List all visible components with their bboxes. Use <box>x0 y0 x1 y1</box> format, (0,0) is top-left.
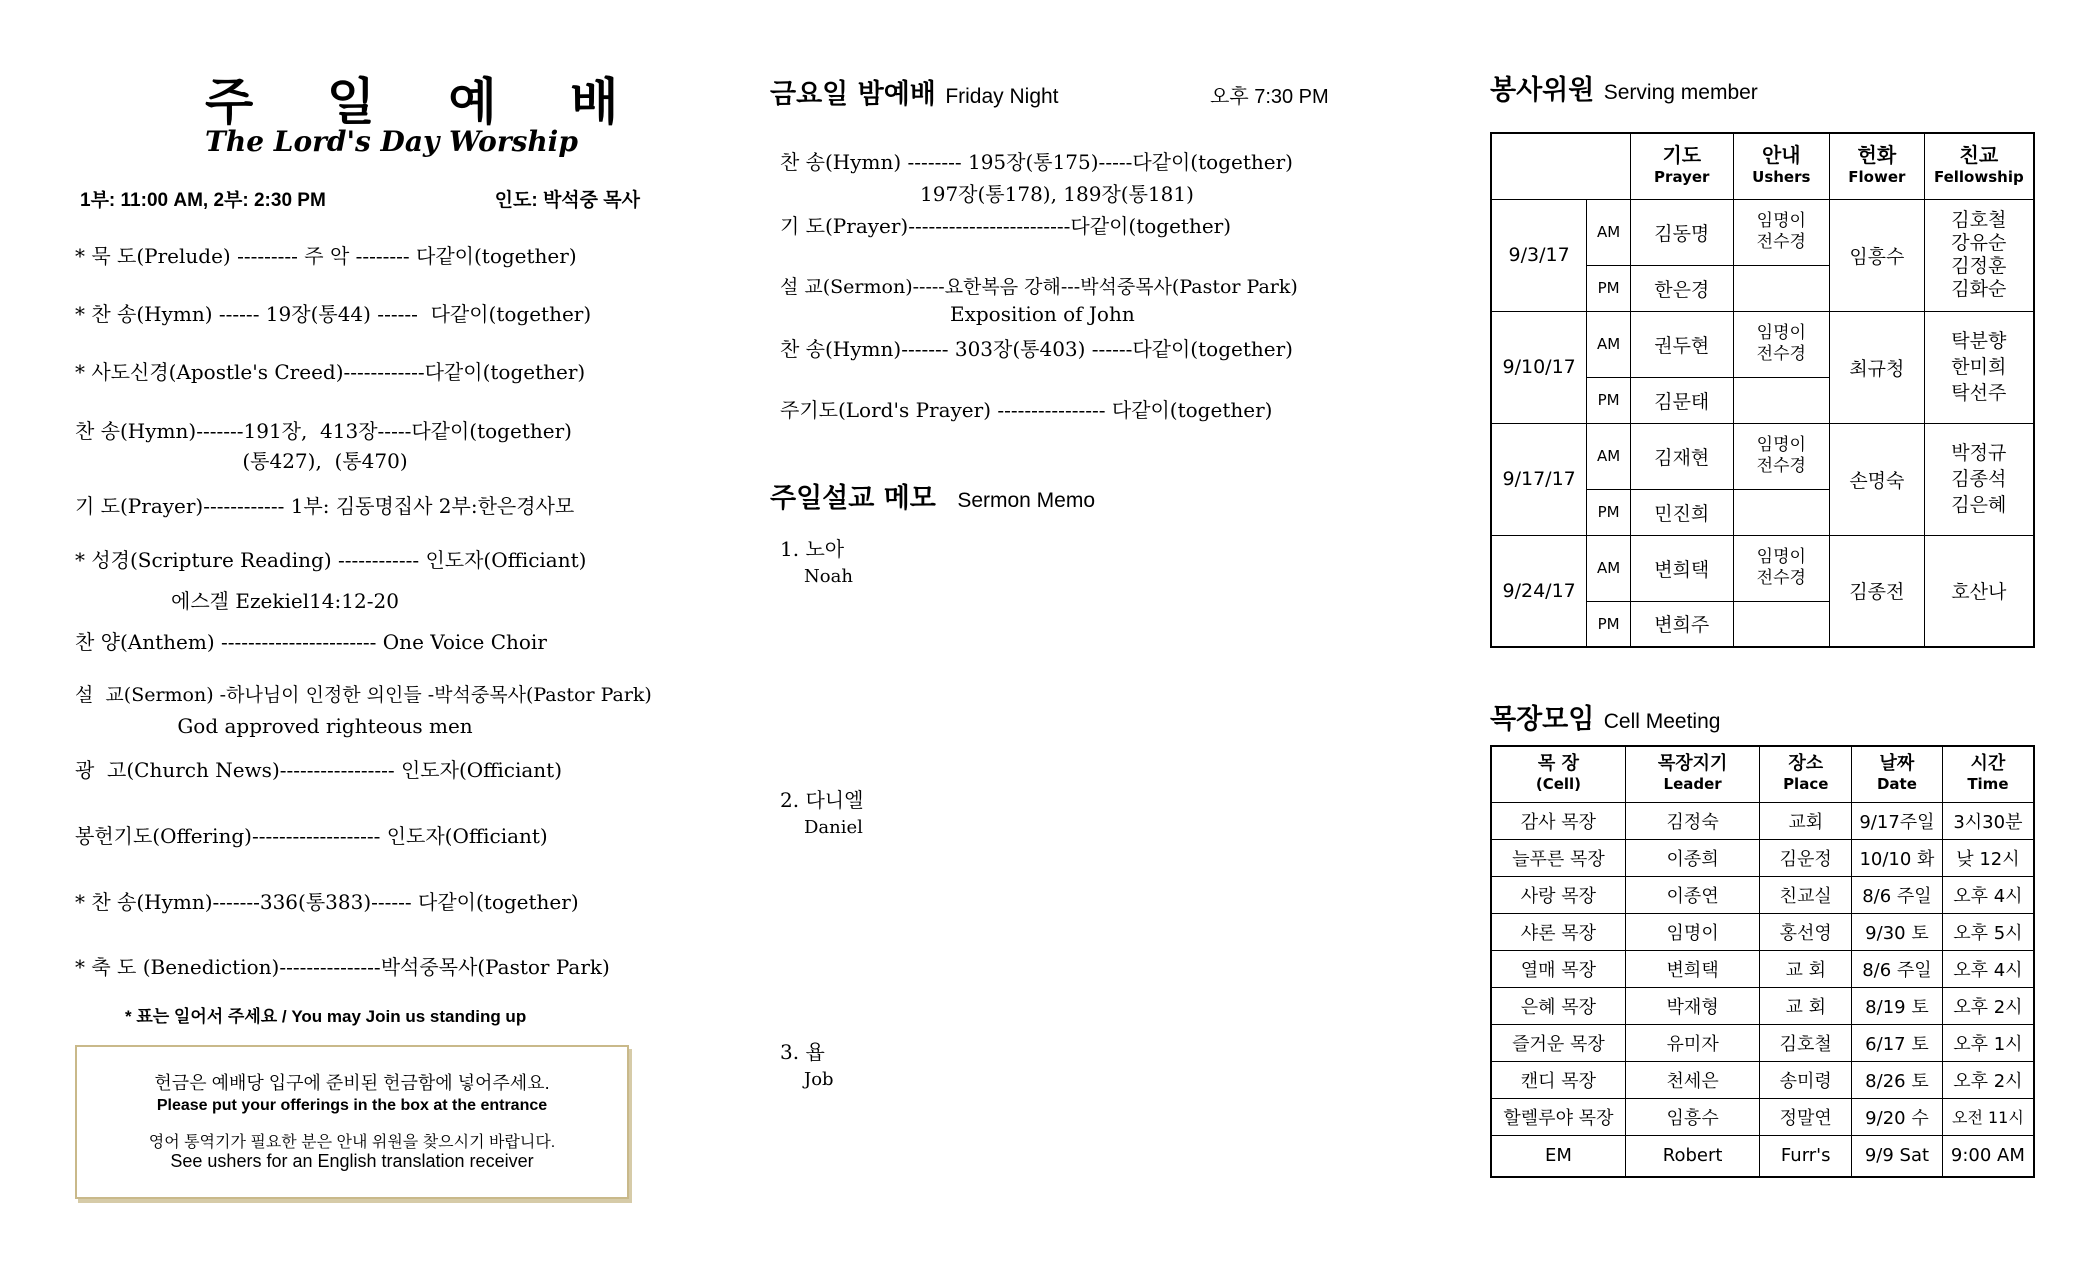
pm-label: PM <box>1587 489 1631 535</box>
cell-leader: Robert <box>1625 1135 1759 1177</box>
offering-notice-box <box>75 1045 629 1199</box>
serving-date: 9/24/17 <box>1491 535 1587 647</box>
standing-note: * 표는 일어서 주세요 / You may Join us standing up <box>125 1007 527 1026</box>
cell-time: 3시30분 <box>1942 802 2034 839</box>
friday-item: 찬 송(Hymn)------- 303장(통403) ------다같이(together) <box>780 337 1293 361</box>
order-item: 기 도(Prayer)------------ 1부: 김동명집사 2부:한은경사모 <box>75 494 575 518</box>
table-row <box>1491 1098 2034 1135</box>
cell-place: 홍선영 <box>1760 913 1852 950</box>
memo-item <box>780 533 853 587</box>
cell-date: 9/17주일 <box>1852 802 1943 839</box>
offering-notice-ko: 헌금은 예배당 입구에 준비된 헌금함에 넣어주세요. <box>154 1073 550 1093</box>
ushers-blank <box>1733 265 1830 311</box>
table-row <box>1491 802 2034 839</box>
scripture-reference: 에스겔 Ezekiel14:12-20 <box>171 589 399 613</box>
friday-heading <box>770 72 1059 111</box>
cell-place: 교 회 <box>1760 987 1852 1024</box>
cell-place: 김호철 <box>1760 1024 1852 1061</box>
friday-time: 오후 7:30 PM <box>1210 86 1329 108</box>
worship-title: 주 일 예 배 <box>205 73 647 131</box>
memo-item-en: Daniel <box>804 817 863 838</box>
cell-leader: 임흥수 <box>1625 1098 1759 1135</box>
fellowship: 김호철 강유순 김정훈 김화순 <box>1924 199 2034 311</box>
cell-name: 사랑 목장 <box>1491 876 1625 913</box>
table-row <box>1491 839 2034 876</box>
cell-place: 정말연 <box>1760 1098 1852 1135</box>
am-prayer: 김재현 <box>1631 423 1733 489</box>
cell-time: 오후 4시 <box>1942 876 2034 913</box>
cell-time: 오후 5시 <box>1942 913 2034 950</box>
order-item: * 축 도 (Benediction)---------------박석중목사(Pastor Park) <box>75 955 610 979</box>
order-item: * 찬 송(Hymn)-------336(통383)------ 다같이(together) <box>75 890 579 914</box>
friday-item-detail: 197장(통178), 189장(통181) <box>920 182 1194 206</box>
cell-time: 오전 11시 <box>1942 1098 2034 1135</box>
fellowship: 탁분향 한미희 탁선주 <box>1924 311 2034 423</box>
ushers-blank <box>1733 377 1830 423</box>
translation-notice-ko: 영어 통역기가 필요한 분은 안내 위원을 찾으시기 바랍니다. <box>148 1134 556 1151</box>
order-item: 찬 양(Anthem) ----------------------- One Voice Choir <box>75 630 547 654</box>
friday-item-detail: Exposition of John <box>950 302 1135 326</box>
am-prayer: 권두현 <box>1631 311 1733 377</box>
order-item-sermon: 설 교(Sermon) -하나님이 인정한 의인들 -박석중목사(Pastor Park) <box>75 684 652 706</box>
sermon-title-en: God approved righteous men <box>177 714 473 738</box>
memo-item-ko: 2. 다니엘 <box>780 788 864 812</box>
cell-time: 오후 1시 <box>1942 1024 2034 1061</box>
am-label: AM <box>1587 311 1631 377</box>
serving-date: 9/3/17 <box>1491 199 1587 311</box>
ushers-blank <box>1733 601 1830 647</box>
pm-prayer: 변희주 <box>1631 601 1733 647</box>
table-row <box>1491 1135 2034 1177</box>
serving-header-flower: 헌화 Flower <box>1830 133 1925 199</box>
serving-title-ko: 봉사위원 <box>1490 75 1595 106</box>
order-item-detail: (통427), (통470) <box>242 449 408 473</box>
serving-date: 9/17/17 <box>1491 423 1587 535</box>
worship-subtitle: The Lord's Day Worship <box>205 125 578 158</box>
cell-date: 8/6 주일 <box>1852 950 1943 987</box>
pm-label: PM <box>1587 377 1631 423</box>
order-item: * 사도신경(Apostle's Creed)------------다같이(together) <box>75 360 586 384</box>
cell-date: 8/19 토 <box>1852 987 1943 1024</box>
serving-title-en: Serving member <box>1603 81 1758 104</box>
ushers-blank <box>1733 489 1830 535</box>
friday-item: 설 교(Sermon)-----요한복음 강해---박석중목사(Pastor Park) <box>780 276 1298 298</box>
cell-date: 8/6 주일 <box>1852 876 1943 913</box>
cell-header-row <box>1491 746 2034 802</box>
ushers: 임명이 전수경 <box>1733 535 1830 601</box>
pm-prayer: 김문태 <box>1631 377 1733 423</box>
pm-prayer: 민진희 <box>1631 489 1733 535</box>
cell-place: 송미령 <box>1760 1061 1852 1098</box>
pm-label: PM <box>1587 265 1631 311</box>
cell-name: 샤론 목장 <box>1491 913 1625 950</box>
cell-time: 낮 12시 <box>1942 839 2034 876</box>
cell-title-en: Cell Meeting <box>1603 710 1721 733</box>
serving-heading <box>1490 68 1758 107</box>
cell-date: 9/30 토 <box>1852 913 1943 950</box>
translation-notice-en: See ushers for an English translation receiver <box>170 1151 534 1171</box>
friday-title-en: Friday Night <box>945 85 1059 108</box>
cell-leader: 변희택 <box>1625 950 1759 987</box>
serving-row-am <box>1491 535 2034 601</box>
cell-place: 김운정 <box>1760 839 1852 876</box>
serving-row-am <box>1491 199 2034 265</box>
offering-notice-en: Please put your offerings in the box at the entrance <box>156 1097 548 1114</box>
cell-table <box>1490 745 2035 1178</box>
table-row <box>1491 1024 2034 1061</box>
fellowship: 박정규 김종석 김은혜 <box>1924 423 2034 535</box>
memo-item-en: Noah <box>804 566 853 587</box>
table-row <box>1491 1061 2034 1098</box>
memo-item <box>780 1036 834 1090</box>
memo-item-ko: 3. 욥 <box>780 1040 825 1064</box>
memo-title-ko: 주일설교 메모 <box>770 483 936 514</box>
pm-label: PM <box>1587 601 1631 647</box>
cell-header: 목장지기 Leader <box>1625 746 1759 802</box>
cell-date: 9/9 Sat <box>1852 1135 1943 1177</box>
service-times: 1부: 11:00 AM, 2부: 2:30 PM <box>80 190 326 211</box>
cell-heading <box>1490 697 1720 736</box>
order-item: * 찬 송(Hymn) ------ 19장(통44) ------ 다같이(together) <box>75 302 592 326</box>
cell-time: 오후 2시 <box>1942 1061 2034 1098</box>
order-item: * 성경(Scripture Reading) ------------ 인도자(Officiant) <box>75 548 587 572</box>
serving-row-am <box>1491 423 2034 489</box>
cell-leader: 유미자 <box>1625 1024 1759 1061</box>
cell-header: 시간 Time <box>1942 746 2034 802</box>
serving-date: 9/10/17 <box>1491 311 1587 423</box>
cell-leader: 박재형 <box>1625 987 1759 1024</box>
cell-name: 할렐루야 목장 <box>1491 1098 1625 1135</box>
serving-header-row <box>1491 133 2034 199</box>
cell-date: 10/10 화 <box>1852 839 1943 876</box>
cell-time: 오후 2시 <box>1942 987 2034 1024</box>
memo-title-en: Sermon Memo <box>957 489 1096 512</box>
order-item: 봉헌기도(Offering)------------------- 인도자(Officiant) <box>75 824 548 848</box>
flower: 손명숙 <box>1830 423 1925 535</box>
flower: 임흥수 <box>1830 199 1925 311</box>
friday-item: 주기도(Lord's Prayer) ---------------- 다같이(together) <box>780 398 1273 422</box>
cell-header: 목 장 (Cell) <box>1491 746 1625 802</box>
cell-name: EM <box>1491 1135 1625 1177</box>
flower: 최규청 <box>1830 311 1925 423</box>
am-label: AM <box>1587 199 1631 265</box>
table-row <box>1491 913 2034 950</box>
am-label: AM <box>1587 423 1631 489</box>
cell-name: 즐거운 목장 <box>1491 1024 1625 1061</box>
friday-title-ko: 금요일 밤예배 <box>770 79 936 110</box>
service-times-row <box>80 185 640 212</box>
am-prayer: 변희택 <box>1631 535 1733 601</box>
cell-name: 감사 목장 <box>1491 802 1625 839</box>
cell-date: 8/26 토 <box>1852 1061 1943 1098</box>
memo-heading <box>770 476 1095 515</box>
cell-time: 9:00 AM <box>1942 1135 2034 1177</box>
cell-date: 9/20 수 <box>1852 1098 1943 1135</box>
order-item: 찬 송(Hymn)-------191장, 413장-----다같이(together) <box>75 419 572 443</box>
service-leader: 인도: 박석중 목사 <box>494 190 640 211</box>
am-label: AM <box>1587 535 1631 601</box>
cell-place: 교회 <box>1760 802 1852 839</box>
cell-header: 장소 Place <box>1760 746 1852 802</box>
order-item: * 묵 도(Prelude) --------- 주 악 -------- 다같이(together) <box>75 244 577 268</box>
ushers: 임명이 전수경 <box>1733 311 1830 377</box>
fellowship: 호산나 <box>1924 535 2034 647</box>
cell-header: 날짜 Date <box>1852 746 1943 802</box>
serving-row-am <box>1491 311 2034 377</box>
ushers: 임명이 전수경 <box>1733 199 1830 265</box>
cell-place: Furr's <box>1760 1135 1852 1177</box>
cell-time: 오후 4시 <box>1942 950 2034 987</box>
table-row <box>1491 876 2034 913</box>
cell-place: 교 회 <box>1760 950 1852 987</box>
cell-name: 열매 목장 <box>1491 950 1625 987</box>
cell-name: 늘푸른 목장 <box>1491 839 1625 876</box>
cell-leader: 이종희 <box>1625 839 1759 876</box>
am-prayer: 김동명 <box>1631 199 1733 265</box>
pm-prayer: 한은경 <box>1631 265 1733 311</box>
memo-item-en: Job <box>804 1069 834 1090</box>
cell-date: 6/17 토 <box>1852 1024 1943 1061</box>
flower: 김종전 <box>1830 535 1925 647</box>
cell-leader: 이종연 <box>1625 876 1759 913</box>
memo-item-ko: 1. 노아 <box>780 537 845 561</box>
friday-item: 찬 송(Hymn) -------- 195장(통175)-----다같이(together) <box>780 150 1293 174</box>
serving-header-ushers: 안내 Ushers <box>1733 133 1830 199</box>
memo-item <box>780 784 863 838</box>
cell-leader: 김정숙 <box>1625 802 1759 839</box>
cell-name: 은혜 목장 <box>1491 987 1625 1024</box>
serving-header-prayer: 기도 Prayer <box>1631 133 1733 199</box>
serving-header-fellowship: 친교 Fellowship <box>1924 133 2034 199</box>
table-row <box>1491 987 2034 1024</box>
order-item: 광 고(Church News)----------------- 인도자(Officiant) <box>75 758 562 782</box>
cell-leader: 임명이 <box>1625 913 1759 950</box>
friday-item: 기 도(Prayer)------------------------다같이(together) <box>780 214 1232 238</box>
cell-title-ko: 목장모임 <box>1490 704 1595 735</box>
table-row <box>1491 950 2034 987</box>
serving-header-blank <box>1491 133 1631 199</box>
serving-table <box>1490 132 2035 648</box>
cell-leader: 천세은 <box>1625 1061 1759 1098</box>
ushers: 임명이 전수경 <box>1733 423 1830 489</box>
cell-place: 친교실 <box>1760 876 1852 913</box>
cell-name: 캔디 목장 <box>1491 1061 1625 1098</box>
